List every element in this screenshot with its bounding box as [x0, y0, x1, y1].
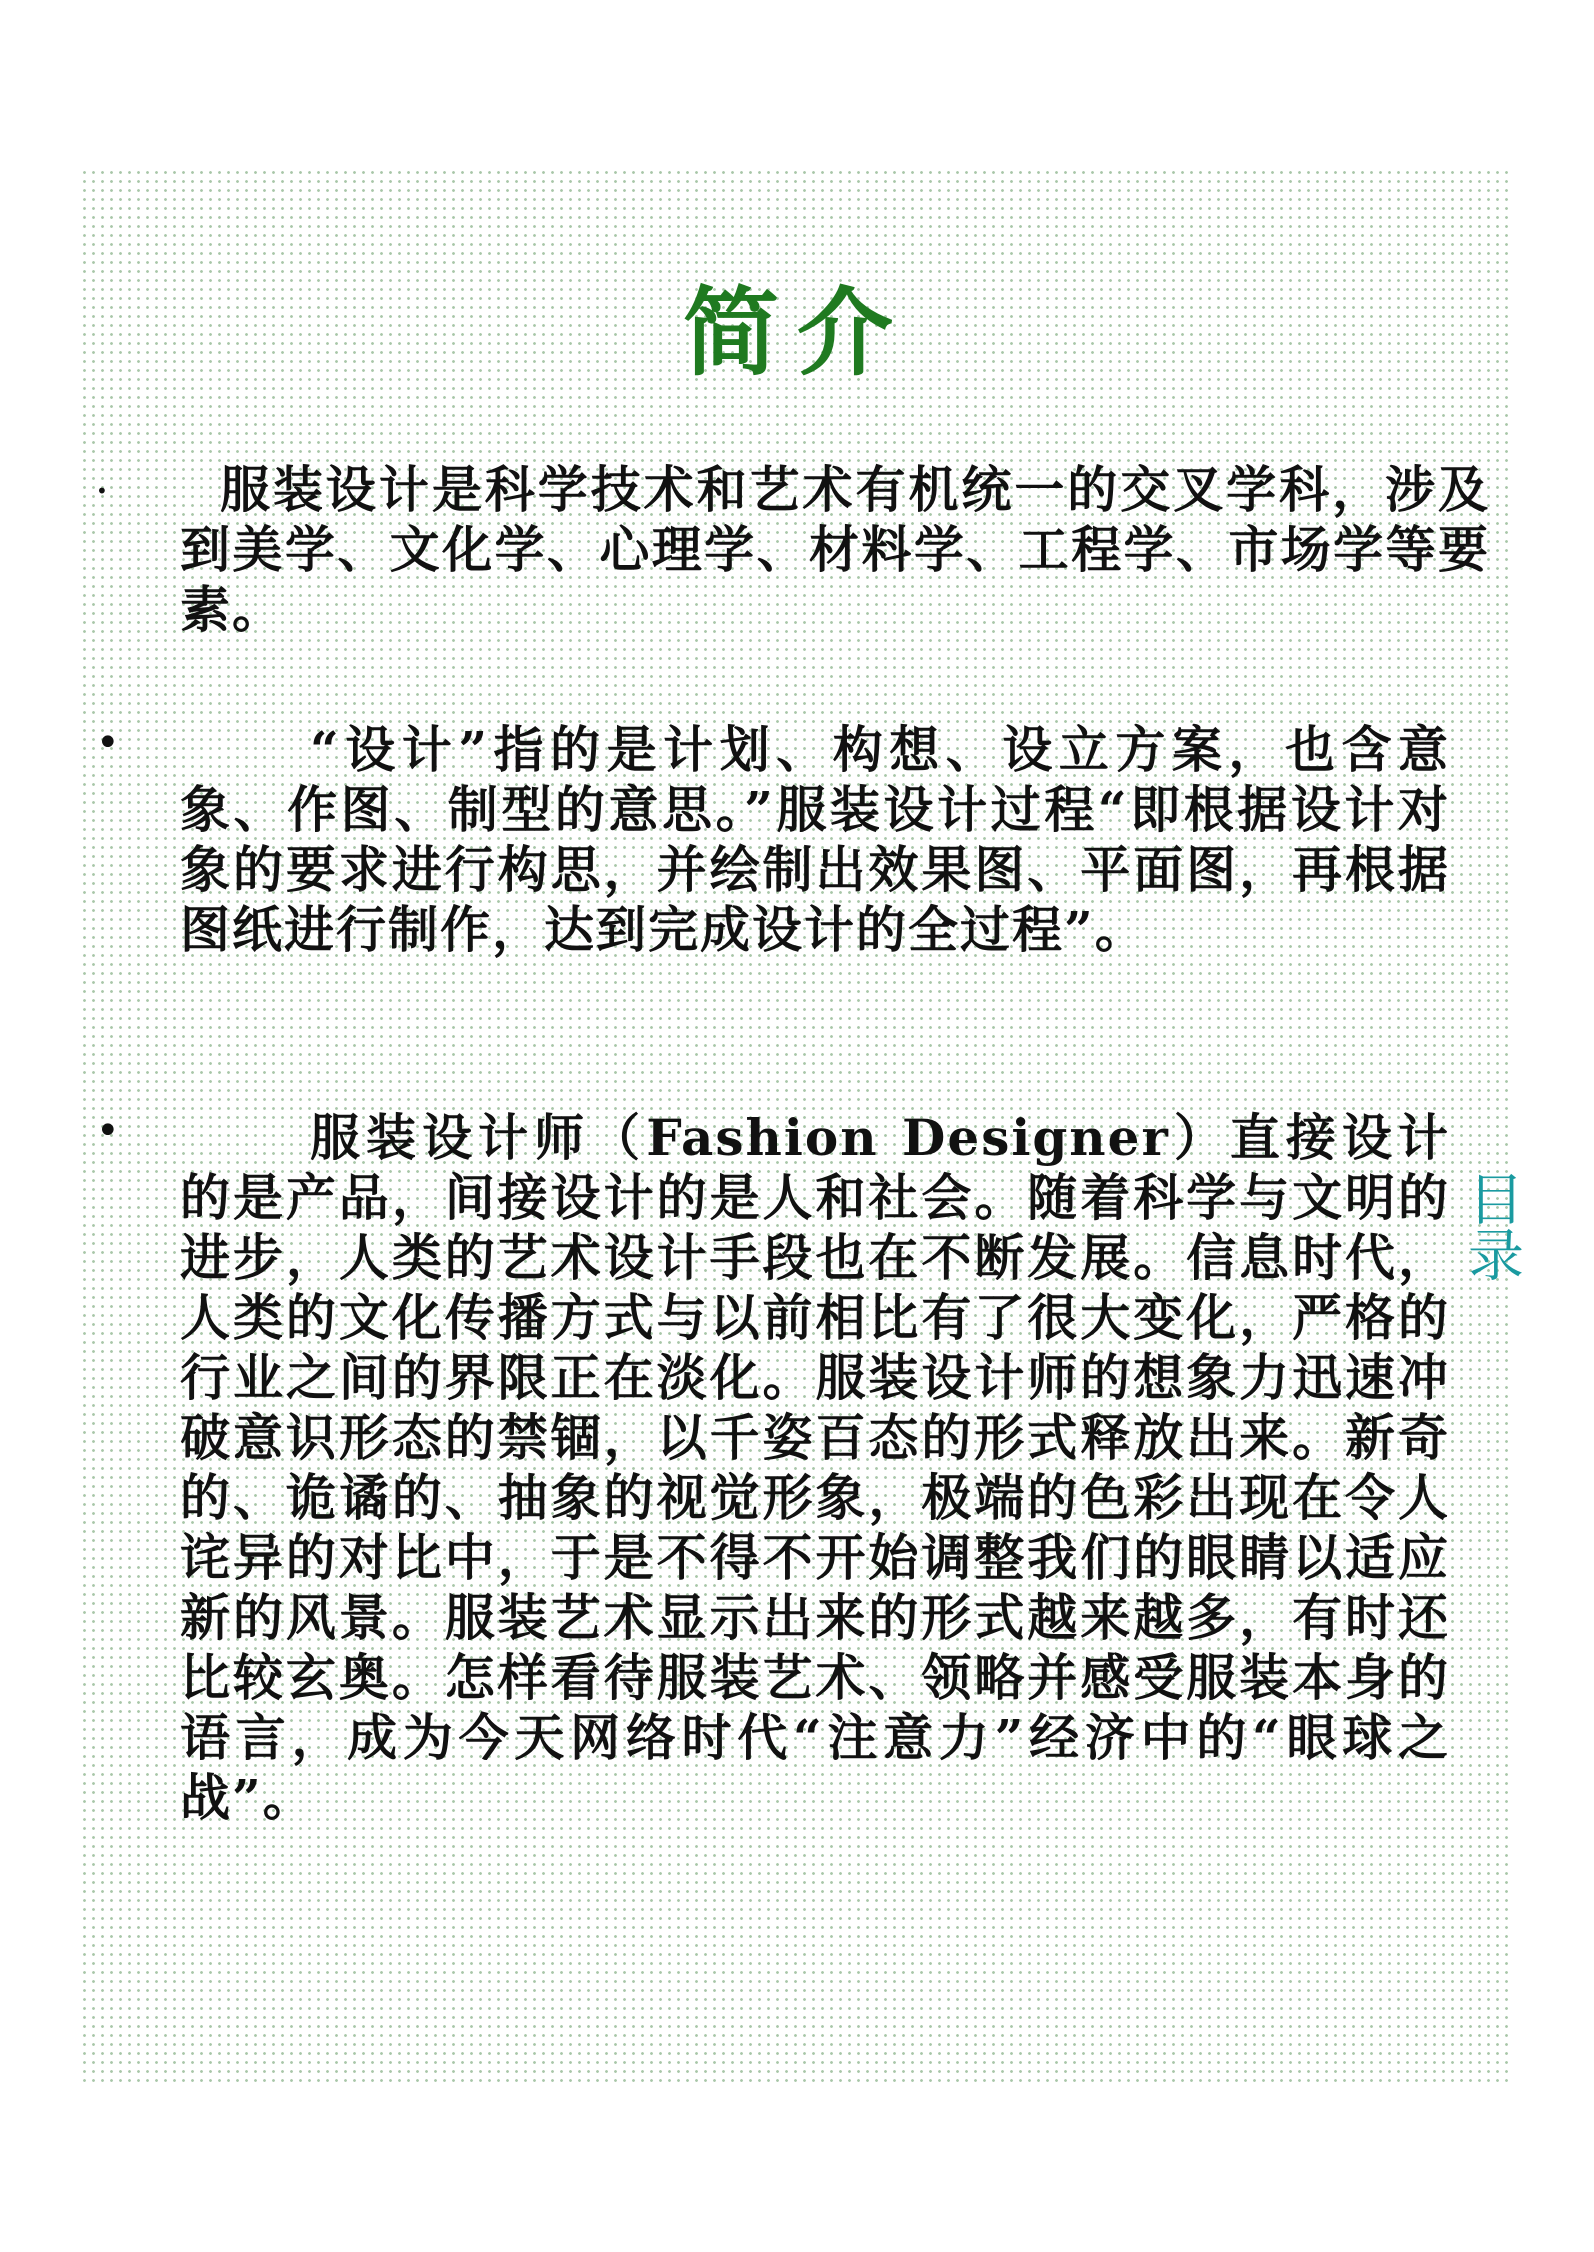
slide-background [80, 168, 1524, 2088]
bullet-marker: • [96, 1108, 120, 1154]
paragraph-design-definition: “设计”指的是计划、构想、设立方案，也含意象、作图、制型的意思。”服装设计过程“即根据设计对象的要求进行构思，并绘制出效果图、平面图，再根据图纸进行制作，达到完成设计的全过程”。 [180, 720, 1450, 959]
bullet-marker: • [96, 720, 120, 766]
paragraph-intro: 服装设计是科学技术和艺术有机统一的交叉学科，涉及到美学、文化学、心理学、材料学、工程学、市场学等要素。 [180, 460, 1490, 639]
table-of-contents-link[interactable]: 目录 [1459, 1170, 1524, 1282]
bullet-marker: • [96, 479, 108, 503]
page-title: 简介 [683, 276, 911, 389]
paragraph-fashion-designer: 服装设计师（Fashion Designer）直接设计的是产品，间接设计的是人和社会。随着科学与文明的进步，人类的艺术设计手段也在不断发展。信息时代，人类的文化传播方式与以前相比有了很大变化，严格的行业之间的界限正在淡化。服装设计师的想象力迅速冲破意识形态的禁锢，以千姿百态的形式释放出来。新奇的、诡谲的、抽象的视觉形象，极端的色彩出现在令人诧异的对比中，于是不得不开始调整我们的眼睛以适应新的风景。服装艺术显示出来的形式越来越多，有时还比较玄奥。怎样看待服装艺术、领略并感受服装本身的语言，成为今天网络时代“注意力”经济中的“眼球之战”。 [180, 1108, 1450, 1827]
